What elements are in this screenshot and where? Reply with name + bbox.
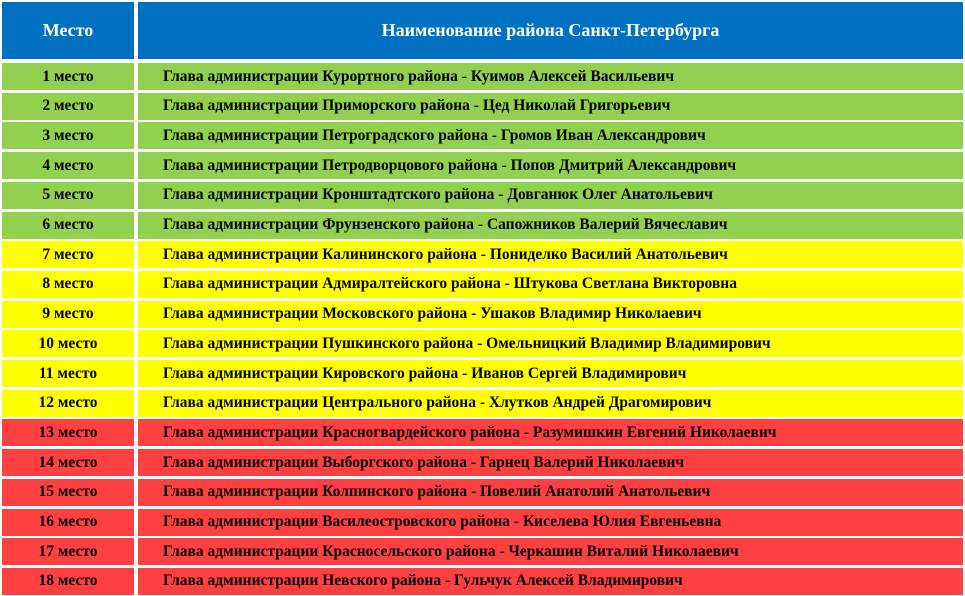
table-header-row bbox=[0, 2, 965, 59]
district-head-cell: Глава администрации Фрунзенского района - Сапожников Валерий Вячеславич bbox=[138, 212, 963, 239]
place-cell: 7 место bbox=[2, 241, 134, 268]
table-row bbox=[0, 93, 965, 120]
table-row bbox=[0, 538, 965, 565]
district-head-cell: Глава администрации Курортного района - Куимов Алексей Васильевич bbox=[138, 63, 963, 90]
district-head-cell: Глава администрации Калининского района - Пониделко Василий Анатольевич bbox=[138, 241, 963, 268]
table-row bbox=[0, 509, 965, 536]
place-cell: 1 место bbox=[2, 63, 134, 90]
district-head-cell: Глава администрации Московского района - Ушаков Владимир Николаевич bbox=[138, 301, 963, 328]
header-place: Место bbox=[2, 2, 134, 59]
place-cell: 13 место bbox=[2, 419, 134, 446]
place-cell: 11 место bbox=[2, 360, 134, 387]
district-head-cell: Глава администрации Красносельского района - Черкашин Виталий Николаевич bbox=[138, 538, 963, 565]
district-head-cell: Глава администрации Адмиралтейского района - Штукова Светлана Викторовна bbox=[138, 271, 963, 298]
table-row bbox=[0, 390, 965, 417]
district-head-cell: Глава администрации Пушкинского района - Омельницкий Владимир Владимирович bbox=[138, 330, 963, 357]
district-head-cell: Глава администрации Колпинского района - Повелий Анатолий Анатольевич bbox=[138, 479, 963, 506]
table-row bbox=[0, 271, 965, 298]
table-row bbox=[0, 479, 965, 506]
district-head-cell: Глава администрации Невского района - Гульчук Алексей Владимирович bbox=[138, 568, 963, 595]
place-cell: 15 место bbox=[2, 479, 134, 506]
district-head-cell: Глава администрации Красногвардейского района - Разумишкин Евгений Николаевич bbox=[138, 419, 963, 446]
place-cell: 2 место bbox=[2, 93, 134, 120]
table-row bbox=[0, 152, 965, 179]
district-head-cell: Глава администрации Василеостровского района - Киселева Юлия Евгеньевна bbox=[138, 509, 963, 536]
district-head-cell: Глава администрации Кронштадтского района - Довганюк Олег Анатольевич bbox=[138, 182, 963, 209]
header-district: Наименование района Санкт-Петербурга bbox=[138, 2, 963, 59]
table-row bbox=[0, 568, 965, 595]
district-head-cell: Глава администрации Приморского района - Цед Николай Григорьевич bbox=[138, 93, 963, 120]
table-row bbox=[0, 182, 965, 209]
district-head-cell: Глава администрации Петроградского района - Громов Иван Александрович bbox=[138, 122, 963, 149]
place-cell: 17 место bbox=[2, 538, 134, 565]
table-row bbox=[0, 122, 965, 149]
place-cell: 16 место bbox=[2, 509, 134, 536]
place-cell: 18 место bbox=[2, 568, 134, 595]
place-cell: 12 место bbox=[2, 390, 134, 417]
table-row bbox=[0, 212, 965, 239]
table-row bbox=[0, 419, 965, 446]
place-cell: 9 место bbox=[2, 301, 134, 328]
table-row bbox=[0, 241, 965, 268]
district-head-cell: Глава администрации Выборгского района - Гарнец Валерий Николаевич bbox=[138, 449, 963, 476]
table-row bbox=[0, 449, 965, 476]
table-row bbox=[0, 63, 965, 90]
table-row bbox=[0, 301, 965, 328]
place-cell: 5 место bbox=[2, 182, 134, 209]
place-cell: 3 место bbox=[2, 122, 134, 149]
place-cell: 14 место bbox=[2, 449, 134, 476]
place-cell: 4 место bbox=[2, 152, 134, 179]
district-head-cell: Глава администрации Кировского района - Иванов Сергей Владимирович bbox=[138, 360, 963, 387]
district-head-cell: Глава администрации Петродворцового района - Попов Дмитрий Александрович bbox=[138, 152, 963, 179]
table-row bbox=[0, 360, 965, 387]
district-head-cell: Глава администрации Центрального района - Хлутков Андрей Драгомирович bbox=[138, 390, 963, 417]
place-cell: 8 место bbox=[2, 271, 134, 298]
place-cell: 6 место bbox=[2, 212, 134, 239]
place-cell: 10 место bbox=[2, 330, 134, 357]
table-row bbox=[0, 330, 965, 357]
